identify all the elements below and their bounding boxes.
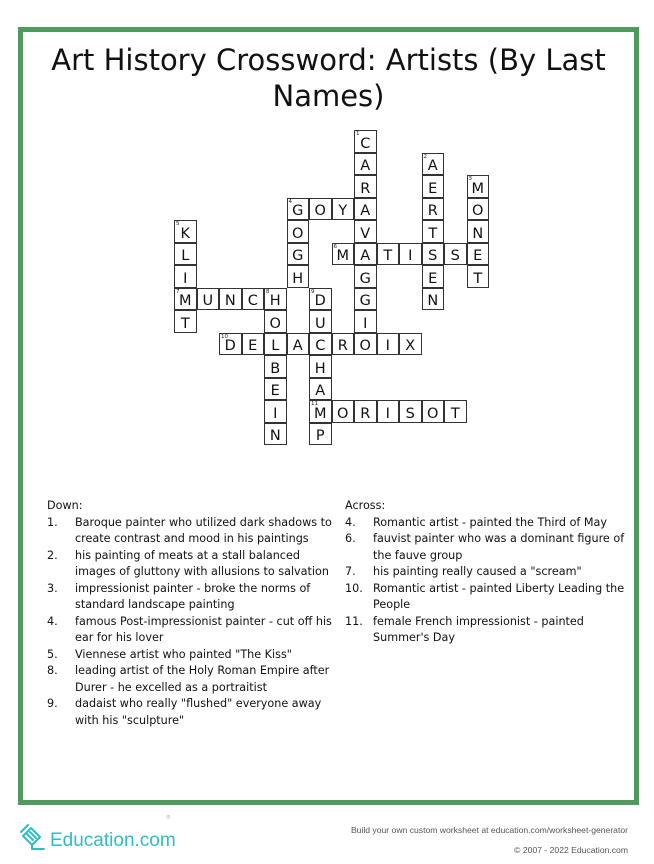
crossword-cell[interactable] [467,243,490,266]
crossword-cell[interactable] [332,333,355,356]
cell-letter: N [269,428,281,444]
clue-text: Romantic artist - painted the Third of May [373,515,608,529]
cell-letter: M [178,293,192,309]
clue-number: 8 [266,288,270,295]
crossword-cell[interactable] [287,220,310,243]
down-clue [47,581,337,614]
clue-text: dadaist who really "flushed" everyone away with his "sculpture" [75,697,322,727]
crossword-cell[interactable] [354,220,377,243]
crossword-cell[interactable] [399,400,422,423]
cell-letter: H [314,360,326,377]
cell-letter: S [405,405,415,422]
cell-letter: E [473,248,483,264]
cell-letter: O [472,203,484,219]
cell-letter: N [472,225,484,242]
clue-number: 3 [468,176,472,182]
crossword-cell[interactable] [287,243,310,266]
cell-letter: M [471,180,484,197]
crossword-cell[interactable] [354,333,377,356]
education-com-logo[interactable] [18,822,176,852]
crossword-cell[interactable] [377,243,400,266]
across-clue [345,515,635,532]
crossword-cell[interactable] [174,243,197,266]
crossword-grid [174,130,494,450]
crossword-cell[interactable] [287,265,310,288]
crossword-cell[interactable] [354,400,377,423]
cell-letter: S [428,248,438,264]
crossword-cell[interactable] [242,288,265,311]
crossword-cell[interactable] [332,243,355,266]
crossword-cell[interactable] [264,333,287,356]
crossword-cell[interactable] [309,333,332,356]
cell-letter: I [183,270,188,287]
across-clues [345,498,635,647]
clue-number: 5 [176,221,180,227]
clue-number: 6. [345,532,356,545]
clue-text: impressionist painter - broke the norms of standard landscape painting [75,581,311,611]
cell-letter: D [224,338,236,354]
crossword-cell[interactable] [287,333,310,356]
crossword-cell[interactable] [242,333,265,356]
across-clues-header: Across: [345,499,386,512]
crossword-cell[interactable] [422,288,445,311]
clue-number: 1 [356,131,360,137]
cell-letter: L [181,248,190,264]
cell-letter: K [180,225,190,242]
crossword-cell[interactable] [309,355,332,378]
cell-letter: G [359,293,371,309]
crossword-cell[interactable] [174,220,197,243]
cell-letter: E [270,383,280,399]
cell-letter: R [360,180,371,197]
clue-number: 4. [47,614,58,628]
down-clues-header: Down: [47,499,83,512]
down-clue [47,663,337,696]
cell-letter: O [269,315,281,332]
clue-number: 8. [47,664,58,677]
cell-letter: O [359,338,371,354]
clue-text: female French impressionist - painted Summer's Day [373,614,584,644]
clue-text: famous Post-impressionist painter - cut off his ear for his lover [75,614,332,644]
cell-letter: T [383,248,393,264]
crossword-cell[interactable] [309,400,332,423]
cell-letter: M [313,405,327,422]
crossword-cell[interactable] [422,243,445,266]
clue-number: 4 [288,198,292,205]
crossword-cell[interactable] [174,310,197,333]
clue-number: 7 [176,288,180,295]
cell-letter: O [314,203,326,219]
clue-text: Baroque painter who utilized dark shadows to create contrast and mood in his paintings [75,515,332,545]
clue-number: 11. [345,614,363,628]
cell-letter: A [360,248,371,264]
clue-number: 3. [47,581,58,595]
clue-number: 5. [47,647,58,661]
copyright-text: © 2007 - 2022 Education.com [514,845,628,855]
cell-letter: V [360,225,371,242]
cell-letter: T [473,270,483,287]
across-clue [345,581,635,614]
crossword-cell[interactable] [309,310,332,333]
across-clue [345,531,635,564]
clue-text: his painting of meats at a stall balanced images of gluttony with allusions to salvation [75,548,329,578]
cell-letter: I [385,338,390,354]
cell-letter: S [450,248,460,264]
cell-letter: T [180,315,190,332]
cell-letter: I [363,315,368,332]
crossword-cell[interactable] [377,333,400,356]
crossword-cell[interactable] [332,400,355,423]
cell-letter: G [292,203,304,219]
worksheet-generator-link[interactable]: Build your own custom worksheet at education.com/worksheet-generator [350,825,628,835]
crossword-cell[interactable] [354,310,377,333]
cell-letter: G [359,270,371,287]
clue-number: 10 [221,333,228,340]
crossword-cell[interactable] [354,288,377,311]
cell-letter: G [292,248,304,264]
crossword-cell[interactable] [399,243,422,266]
cell-letter: N [427,293,439,309]
clue-text: Viennese artist who painted "The Kiss" [75,647,292,661]
across-clue [345,614,635,647]
crossword-cell[interactable] [354,265,377,288]
crossword-cell[interactable] [444,400,467,423]
cell-letter: A [315,383,326,399]
clue-number: 7. [345,565,356,578]
crossword-cell[interactable] [399,333,422,356]
cell-letter: O [337,405,349,422]
cell-letter: T [428,225,438,242]
crossword-cell[interactable] [422,220,445,243]
crossword-cell[interactable] [219,333,242,356]
crossword-cell[interactable] [422,198,445,221]
cell-letter: X [405,338,416,354]
stacked-paper-logo-icon [18,822,48,852]
cell-letter: H [292,270,304,287]
crossword-cell[interactable] [467,198,490,221]
crossword-cell[interactable] [264,310,287,333]
across-clue-list [345,515,635,647]
crossword-cell[interactable] [354,175,377,198]
clue-number: 4. [345,515,356,529]
cell-letter: C [247,293,258,309]
cell-letter: A [360,203,371,219]
crossword-cell[interactable] [264,288,287,311]
crossword-cell[interactable] [354,153,377,176]
crossword-cell[interactable] [264,400,287,423]
down-clue [47,515,337,548]
crossword-cell[interactable] [422,265,445,288]
down-clue [47,647,337,664]
crossword-cell[interactable] [354,198,377,221]
crossword-cell[interactable] [287,198,310,221]
crossword-cell[interactable] [354,130,377,153]
brand-name: Education.com [50,830,176,851]
clue-number: 6 [333,243,337,250]
cell-letter: C [315,338,326,354]
cell-letter: H [269,293,281,309]
cell-letter: I [408,248,413,264]
cell-letter: P [315,428,325,444]
cell-letter: E [428,180,438,197]
cell-letter: R [427,203,438,219]
cell-letter: M [336,248,349,264]
clue-number: 9 [311,288,315,295]
down-clue [47,614,337,647]
clue-number: 11 [311,401,318,407]
cell-letter: I [385,405,390,422]
crossword-cell[interactable] [309,423,332,446]
cell-letter: O [427,405,439,422]
clue-number: 10. [345,581,363,595]
down-clue-list [47,515,337,730]
clue-number: 1. [47,515,58,529]
across-clue [345,564,635,581]
clue-text: fauvist painter who was a dominant figure of the fauve group [373,532,625,562]
clue-number: 9. [47,697,58,710]
cell-letter: U [202,293,214,309]
crossword-cell[interactable] [309,288,332,311]
cell-letter: E [428,270,438,287]
cell-letter: R [360,405,371,422]
cell-letter: B [270,360,281,377]
crossword-cell[interactable] [219,288,242,311]
clue-text: Romantic artist - painted Liberty Leading the People [373,581,625,611]
cell-letter: R [337,338,348,354]
crossword-cell[interactable] [264,423,287,446]
crossword-cell[interactable] [354,243,377,266]
cell-letter: N [224,293,236,309]
cell-letter: Y [338,203,348,219]
crossword-cell[interactable] [422,400,445,423]
crossword-cell[interactable] [332,198,355,221]
clue-text: his painting really caused a "scream" [373,565,582,578]
cell-letter: U [314,315,326,332]
crossword-cell[interactable] [264,378,287,401]
clue-number: 2. [47,548,58,562]
crossword-cell[interactable] [264,355,287,378]
cell-letter: T [450,405,460,422]
cell-letter: O [292,225,304,242]
crossword-cell[interactable] [467,220,490,243]
crossword-cell[interactable] [422,153,445,176]
registered-mark: ® [166,815,171,821]
clue-number: 2 [423,153,427,160]
crossword-cell[interactable] [444,243,467,266]
crossword-cell[interactable] [467,265,490,288]
cell-letter: I [273,405,278,422]
cell-letter: A [360,158,371,174]
crossword-cell[interactable] [174,288,197,311]
crossword-cell[interactable] [309,198,332,221]
cell-letter: A [427,158,438,174]
page-title: Art History Crossword: Artists (By Last Names) [51,43,606,113]
down-clue [47,696,337,729]
cell-letter: L [271,338,280,354]
clue-text: leading artist of the Holy Roman Empire after Durer - he excelled as a portraitist [75,664,330,694]
down-clue [47,548,337,581]
crossword-cell[interactable] [309,378,332,401]
cell-letter: C [360,135,371,152]
cell-letter: E [248,338,258,354]
cell-letter: A [292,338,303,354]
crossword-cell[interactable] [174,265,197,288]
crossword-cell[interactable] [467,175,490,198]
crossword-cell[interactable] [197,288,220,311]
crossword-cell[interactable] [377,400,400,423]
down-clues [47,498,337,729]
cell-letter: D [314,293,326,309]
crossword-cell[interactable] [422,175,445,198]
